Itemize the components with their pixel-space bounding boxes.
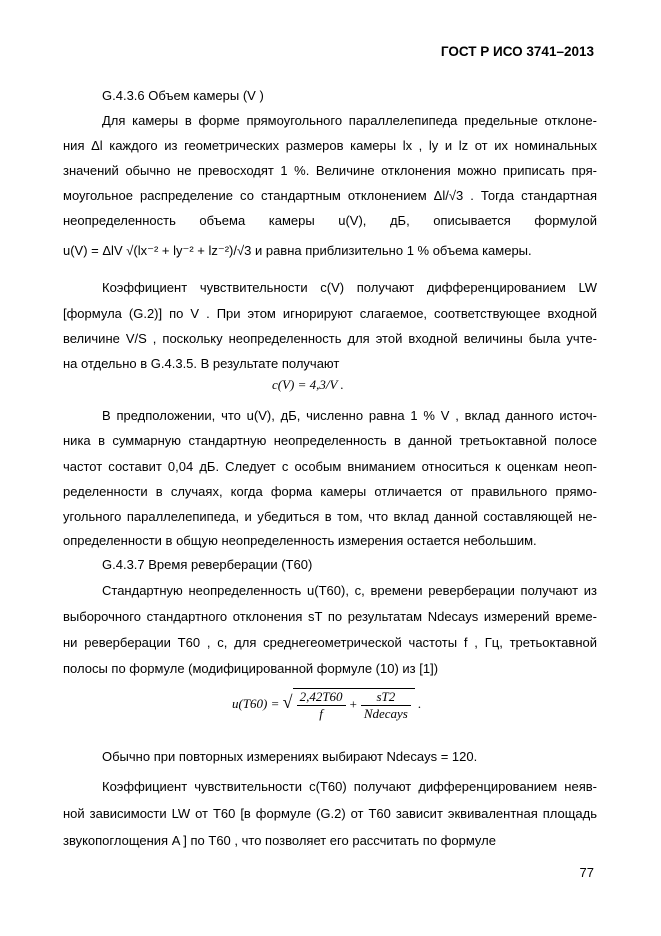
equation-ut60 (232, 688, 421, 722)
paragraph-line: значений обычно не превосходят 1 %. Величине отклонения можно приписать пря- (63, 163, 597, 178)
eq-end: . (418, 695, 422, 711)
paragraph-line: выборочного стандартного отклонения sT по результатам Ndecays измерений време- (63, 609, 597, 624)
sqrt-sign: √ (282, 691, 293, 712)
sqrt-body (293, 688, 415, 722)
paragraph-line: ника в суммарную стандартную неопределенность в данной третьоктавной полосе (63, 433, 597, 448)
paragraph-line: В предположении, что u(V), дБ, численно равна 1 % V , вклад данного источ- (102, 408, 597, 423)
paragraph-line: угольного параллелепипеда, и убедиться в том, что вклад данной составляющей не- (63, 509, 597, 524)
plus-sign: + (348, 696, 358, 712)
paragraph-line: звукопоглощения A ] по T60 , что позволяет его рассчитать по формуле (63, 833, 496, 848)
paragraph-line: Для камеры в форме прямоугольного параллелепипеда предельные отклоне- (102, 113, 597, 128)
fraction-2 (361, 689, 411, 722)
equation-cv: c(V) = 4,3/V . (272, 377, 344, 392)
paragraph-line: Стандартную неопределенность u(T60), с, времени реверберации получают из (102, 583, 597, 598)
paragraph-line: неопределенность объема камеры u(V), дБ, описывается формулой (63, 213, 597, 228)
fraction-2-numerator: sT2 (361, 689, 411, 706)
document-header: ГОСТ Р ИСО 3741–2013 (440, 44, 594, 59)
paragraph-line: u(V) = ΔlV √(lx⁻² + ly⁻² + lz⁻²)/√3 и равна приблизительно 1 % объема камеры. (63, 243, 532, 258)
fraction-1 (297, 689, 346, 722)
paragraph-line: ределенности в случаях, когда форма камеры отличается от правильного прямо- (63, 484, 597, 499)
fraction-1-denominator: f (319, 706, 323, 721)
paragraph-line: ни реверберации T60 , с, для среднегеометрической частоты f , Гц, третьоктавной (63, 635, 597, 650)
paragraph-line: Коэффициент чувствительности c(T60) получают дифференцированием неяв- (102, 779, 597, 794)
paragraph-line: полосы по формуле (модифицированной формуле (10) из [1]) (63, 661, 439, 676)
section-heading-g436: G.4.3.6 Объем камеры (V ) (102, 88, 264, 103)
eq-lhs: u(T60) = (232, 695, 280, 711)
page-number: 77 (579, 865, 594, 880)
fraction-2-denominator: Ndecays (363, 706, 408, 721)
paragraph-line: Обычно при повторных измерениях выбирают Ndecays = 120. (102, 749, 478, 764)
paragraph-line: величине V/S , поскольку неопределенность для этой входной величины была учте- (63, 331, 597, 346)
paragraph-line: [формула (G.2)] по V . При этом игнорируют слагаемое, соответствующее входной (63, 306, 597, 321)
paragraph-line: на отдельно в G.4.3.5. В результате получают (63, 356, 340, 371)
paragraph-line: Коэффициент чувствительности c(V) получают дифференцированием LW (102, 280, 597, 295)
paragraph-line: моугольное распределение со стандартным отклонением Δl/√3 . Тогда стандартная (63, 188, 597, 203)
paragraph-line: ния Δl каждого из геометрических размеров камеры lx , ly и lz от их номинальных (63, 138, 597, 153)
fraction-1-numerator: 2,42T60 (297, 689, 346, 706)
paragraph-line: частот составит 0,04 дБ. Следует с особым вниманием относиться к оценкам неоп- (63, 459, 597, 474)
paragraph-line: определенности в общую неопределенность измерения остается небольшим. (63, 533, 537, 548)
section-heading-g437: G.4.3.7 Время реверберации (T60) (102, 557, 313, 572)
paragraph-line: ной зависимости LW от T60 [в формуле (G.2) от T60 зависит эквивалентная площадь (63, 806, 597, 821)
